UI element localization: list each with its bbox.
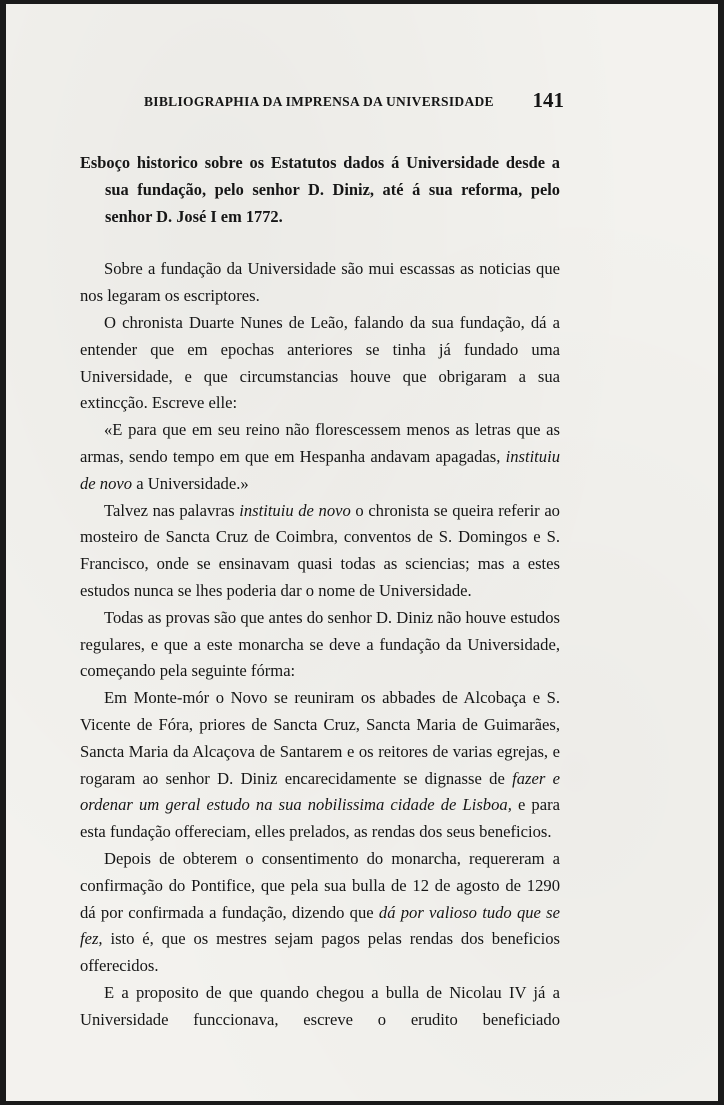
body-text bbox=[80, 150, 560, 1034]
paragraph-6 bbox=[80, 685, 560, 846]
paragraph-4 bbox=[80, 498, 560, 605]
p4-italic: instituiu de novo bbox=[239, 500, 351, 520]
p6-italic: fazer e ordenar um geral estudo na sua nobilissima cidade de Lisboa, bbox=[80, 768, 561, 815]
p6-text-b: e para esta fundação offereciam, elles prelados, as rendas dos seus beneficios. bbox=[80, 795, 560, 842]
page-number: 141 bbox=[532, 88, 564, 112]
paragraph-8: E a proposito de que quando chegou a bulla de Nicolau IV já a Universidade funccionava, escreve o erudito beneficiado bbox=[80, 982, 560, 1029]
quote-italic: instituiu de novo bbox=[80, 446, 560, 493]
paragraph-1: Sobre a fundação da Universidade são mui escassas as noticias que nos legaram os escriptores. bbox=[80, 259, 560, 306]
p7-italic: dá por valioso tudo que se fez, bbox=[80, 902, 560, 949]
section-heading: Esboço historico sobre os Estatutos dados á Universidade desde a sua fundação, pelo senhor D. Diniz, até á sua reforma, pelo senhor D. José I em 1772. bbox=[80, 153, 560, 226]
running-title: BIBLIOGRAPHIA DA IMPRENSA DA UNIVERSIDADE bbox=[144, 94, 494, 109]
book-page bbox=[6, 4, 718, 1101]
page-header bbox=[144, 88, 564, 116]
paragraph-7 bbox=[80, 846, 560, 980]
p4-text-b: o chronista se queira referir ao mosteiro de Sancta Cruz de Coimbra, conventos de S. Domingos e S. Francisco, onde se ensinavam quasi todas as sciencias; mas a estes estudos nunca se lhes poderia dar o nome de Universidade. bbox=[80, 500, 560, 600]
quote-text-a: «E para que em seu reino não florescessem menos as letras que as armas, sendo tempo em que em Hespanha andavam apagadas, bbox=[80, 420, 560, 466]
p7-text-a: Depois de obterem o consentimento do monarcha, requereram a confirmação do Pontifice, que pela sua bulla de 12 de agosto de 1290 dá por confirmada a fundação, dizendo que bbox=[80, 848, 560, 922]
paragraph-2: O chronista Duarte Nunes de Leão, falando da sua fundação, dá a entender que em epochas anteriores se tinha já fundado uma Universidade, e que circumstancias houve que obrigaram a sua extincção. Escreve elle: bbox=[80, 312, 560, 413]
paragraph-3-quote bbox=[80, 417, 560, 497]
p6-text-a: Em Monte-mór o Novo se reuniram os abbades de Alcobaça e S. Vicente de Fóra, priores de Sancta Cruz, Sancta Maria de Guimarães, Sancta Maria da Alcaçova de Santarem e os reitores de varias egrejas, e rogaram ao senhor D. Diniz encarecidamente se dignasse de bbox=[80, 688, 560, 788]
p7-text-b: isto é, que os mestres sejam pagos pelas rendas dos beneficios offerecidos. bbox=[80, 929, 560, 976]
paragraph-5: Todas as provas são que antes do senhor D. Diniz não houve estudos regulares, e que a este monarcha se deve a fundação da Universidade, começando pela seguinte fórma: bbox=[80, 607, 560, 681]
p4-text-a: Talvez nas palavras bbox=[104, 500, 235, 520]
quote-text-b: a Universidade.» bbox=[136, 473, 249, 493]
